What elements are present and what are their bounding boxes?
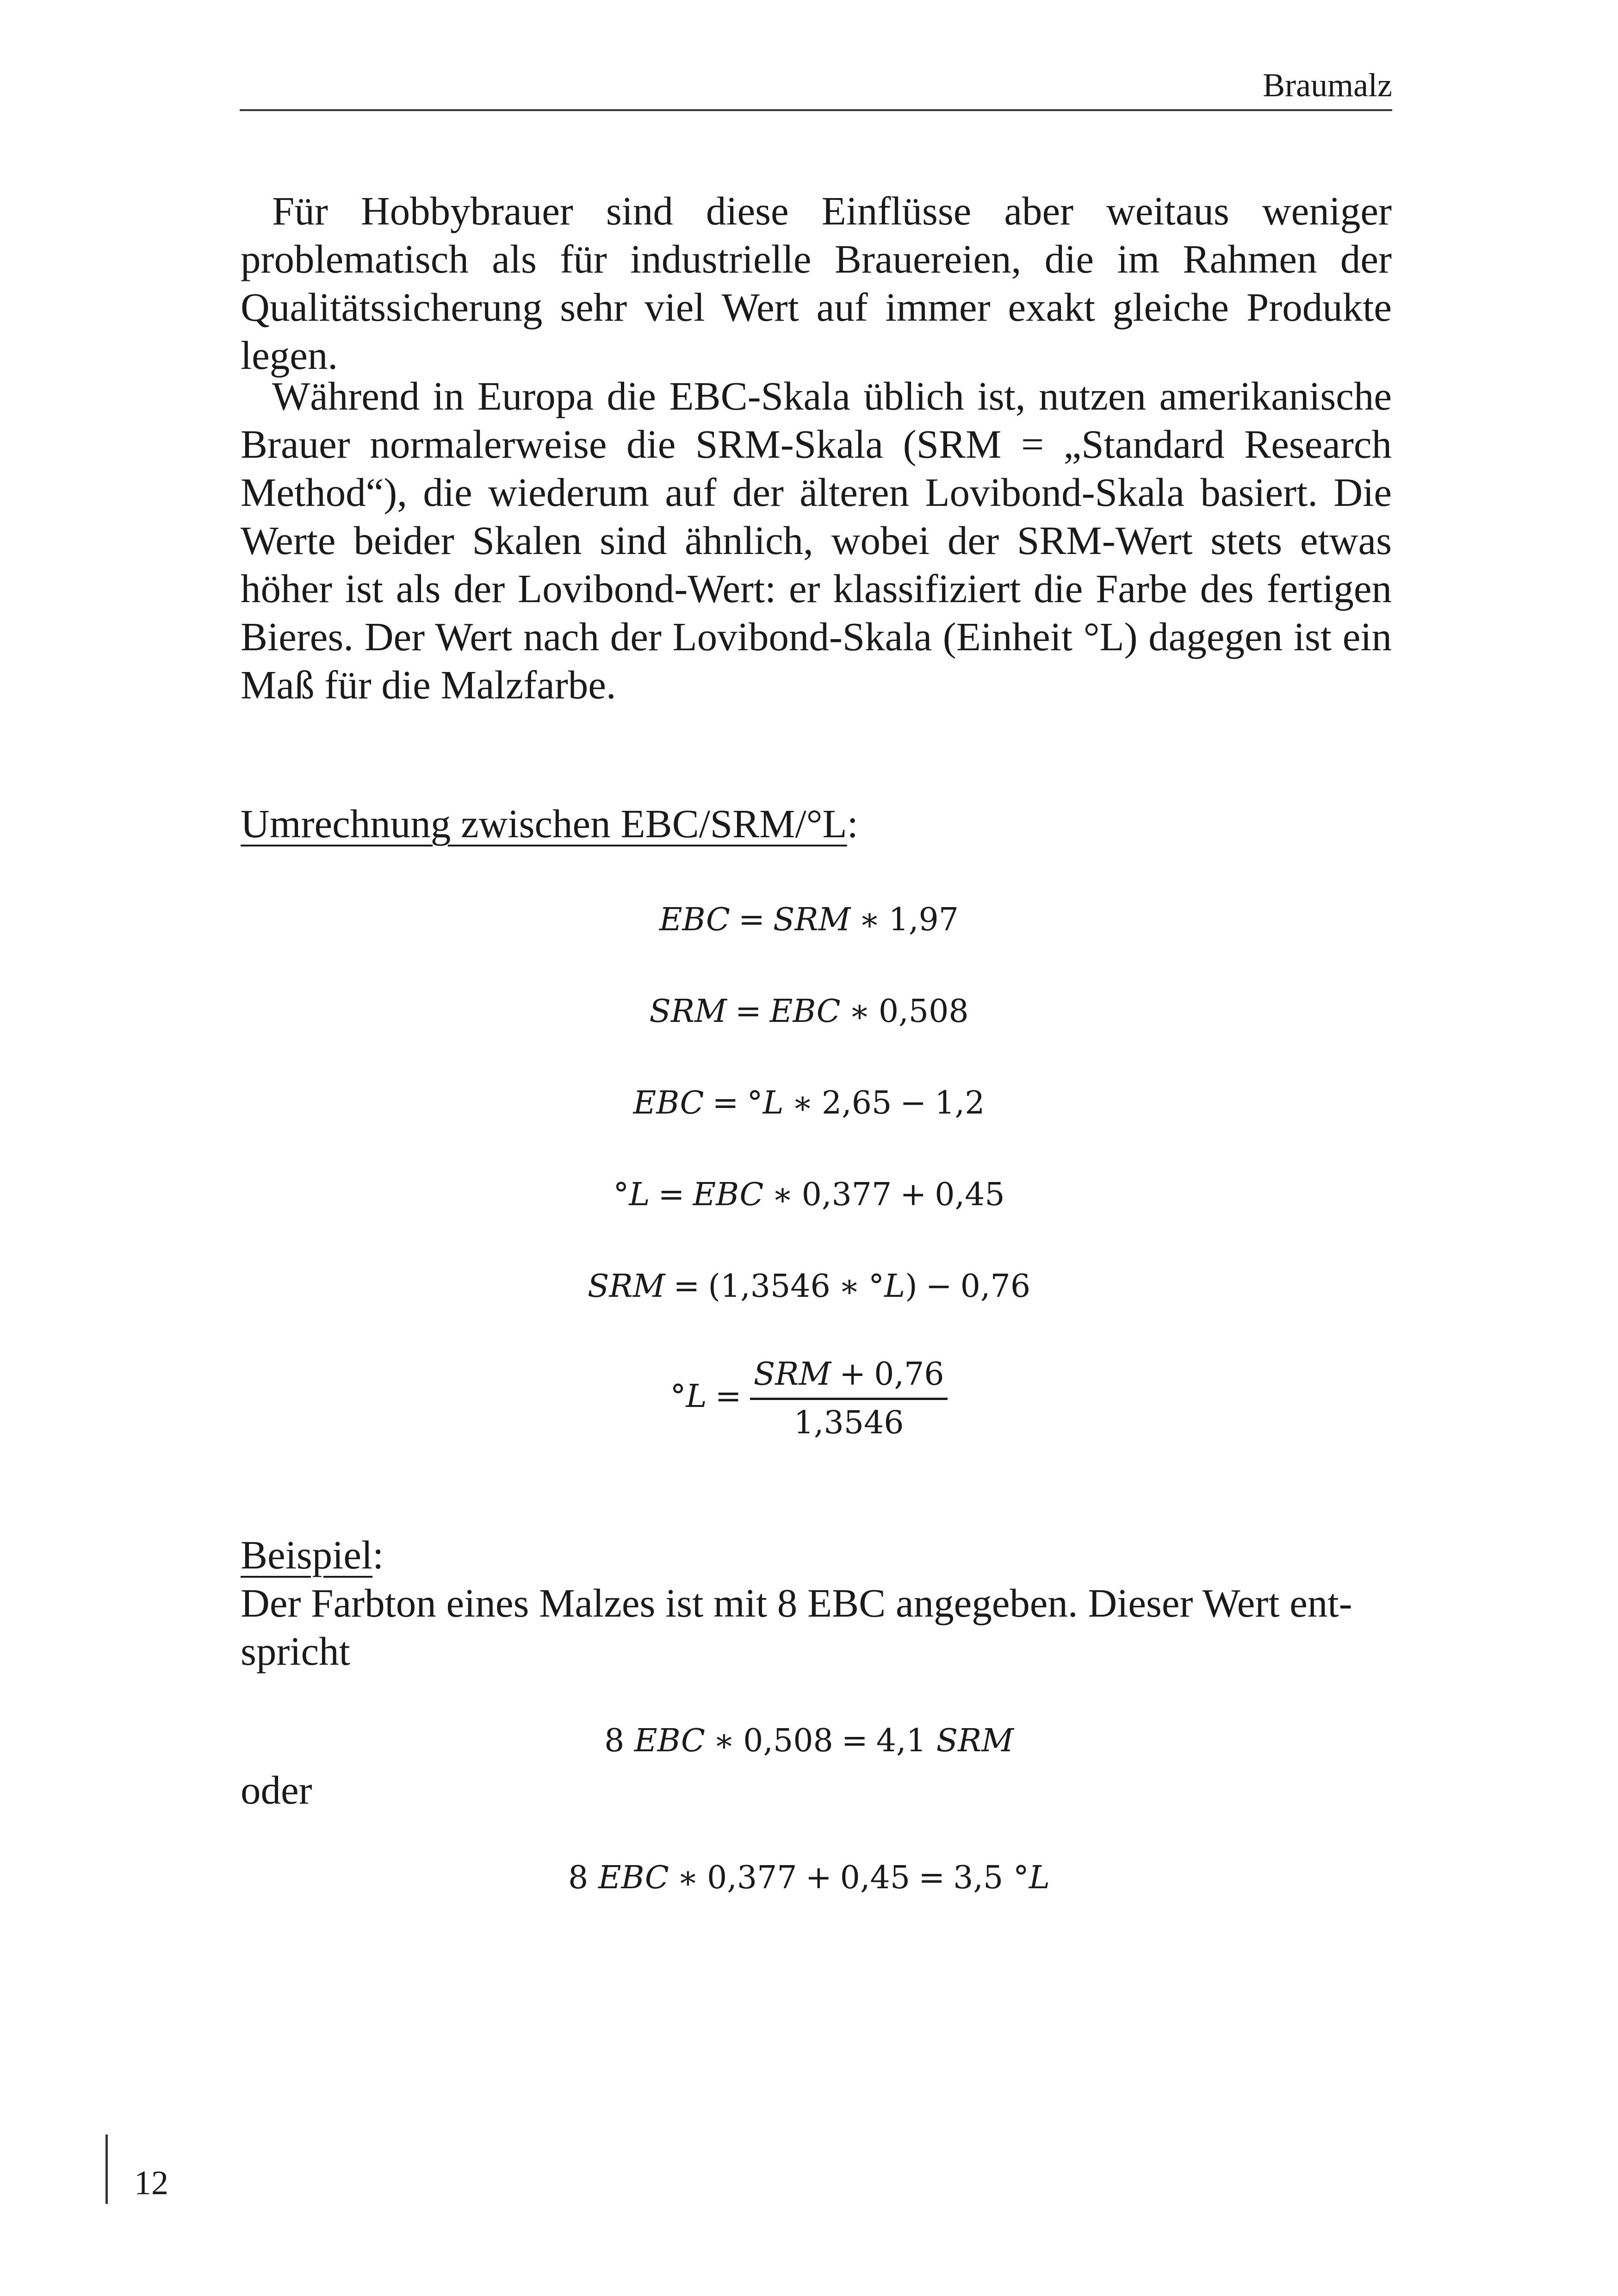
fraction-numerator — [750, 1356, 948, 1400]
example-heading-colon: : — [372, 1532, 384, 1577]
formula-operator: + — [900, 1176, 927, 1213]
formula-term: SRM — [773, 902, 851, 938]
page-number: 12 — [134, 2164, 168, 2202]
example-heading: Beispiel — [241, 1532, 373, 1577]
running-header: Braumalz — [1263, 67, 1392, 104]
formula-term: °L — [747, 1085, 784, 1121]
formula-operator: + — [805, 1860, 832, 1896]
formula-term: EBC — [769, 993, 841, 1030]
example-connector: oder — [241, 1767, 312, 1812]
formula-srm-from-lovibond — [0, 1268, 1618, 1305]
formula-term: °L — [670, 1378, 707, 1415]
connector-block — [241, 1766, 1392, 1814]
footer-rule — [105, 2134, 108, 2204]
formula-operator: ∗ — [838, 1268, 860, 1305]
formula-operator: + — [839, 1356, 866, 1393]
formula-term: °L — [613, 1176, 650, 1213]
formula-operator: = — [673, 1268, 700, 1305]
formula-number: 0,377 — [801, 1176, 892, 1213]
conversion-heading-block — [241, 800, 1392, 848]
formula-number: 0,76 — [874, 1356, 944, 1393]
formula-operator: = — [841, 1723, 868, 1759]
formula-paren: ( — [708, 1268, 720, 1305]
formula-operator: = — [735, 993, 762, 1030]
example-line-2: spricht — [241, 1629, 350, 1674]
formula-operator: = — [918, 1860, 945, 1896]
formula-number: 0,76 — [960, 1268, 1031, 1305]
formula-operator: = — [658, 1176, 685, 1213]
formula-number: 0,508 — [878, 993, 969, 1030]
example-block — [241, 1531, 1392, 1675]
formula-number: 0,45 — [840, 1860, 911, 1896]
formula-number: 1,3546 — [720, 1268, 831, 1305]
formula-operator: − — [925, 1268, 952, 1305]
formula-operator: ∗ — [792, 1085, 813, 1121]
formula-term: SRM — [753, 1356, 831, 1393]
formula-term: EBC — [693, 1176, 764, 1213]
conversion-heading: Umrechnung zwischen EBC/SRM/°L — [241, 801, 847, 846]
formula-lovibond-from-ebc — [0, 1176, 1618, 1213]
formula-number: 3,5 — [953, 1860, 1004, 1896]
conversion-heading-colon: : — [847, 801, 858, 846]
formula-term: SRM — [936, 1723, 1014, 1759]
formula-operator: − — [900, 1085, 927, 1121]
formula-paren: ) — [905, 1268, 917, 1305]
formula-ebc-from-lovibond — [0, 1085, 1618, 1122]
formula-operator: = — [738, 902, 765, 938]
formula-term: °L — [868, 1268, 905, 1305]
formula-fraction — [750, 1356, 948, 1442]
header-rule — [240, 109, 1392, 111]
formula-operator: ∗ — [859, 902, 880, 938]
paragraph-2: Während in Europa die EBC-Skala üblich ist, nutzen amerikanische Brauer normalerweise die SRM-Skala (SRM = „Standard Research Method“), die wiederum auf der älteren Lovibond-Skala basiert. Die Werte beider Skalen sind ähnlich, wobei der SRM-Wert stets etwas höher ist als der Lovibond-Wert: er klassifiziert die Farbe des fertigen Bieres. Der Wert nach der Lovibond-Skala (Einheit °L) dagegen ist ein Maß für die Malzfarbe. — [241, 373, 1392, 707]
formula-number: 0,508 — [743, 1723, 833, 1759]
formula-number: 2,65 — [821, 1085, 892, 1121]
paragraph-1-block — [241, 187, 1392, 380]
example-line-1: Der Farbton eines Malzes ist mit 8 EBC angegeben. Dieser Wert ent- — [241, 1580, 1352, 1625]
paragraph-2-block — [241, 372, 1392, 709]
formula-term: SRM — [649, 993, 727, 1030]
formula-operator: ∗ — [677, 1860, 699, 1896]
formula-term: EBC — [633, 1085, 704, 1121]
formula-term: °L — [1013, 1860, 1050, 1896]
formula-number: 0,45 — [935, 1176, 1005, 1213]
formula-term: EBC — [634, 1723, 705, 1759]
paragraph-1: Für Hobbybrauer sind diese Einflüsse aber weitaus weniger problematisch als für industrielle Brauereien, die im Rahmen der Qualitätssicherung sehr viel Wert auf immer exakt gleiche Produkte legen. — [241, 188, 1392, 378]
example-formula-srm — [0, 1723, 1618, 1760]
formula-term: SRM — [587, 1268, 665, 1305]
formula-operator: ∗ — [713, 1723, 735, 1759]
example-formula-lovibond — [0, 1860, 1618, 1897]
fraction-denominator: 1,3546 — [794, 1405, 904, 1441]
formula-srm-from-ebc — [0, 993, 1618, 1030]
formula-number: 8 — [604, 1723, 625, 1759]
formula-number: 8 — [568, 1860, 589, 1896]
formula-operator: ∗ — [849, 993, 870, 1030]
formula-term: EBC — [659, 902, 730, 938]
formula-number: 1,2 — [935, 1085, 985, 1121]
formula-operator: = — [715, 1378, 742, 1415]
formula-number: 4,1 — [876, 1723, 926, 1759]
formula-ebc-from-srm — [0, 902, 1618, 939]
formula-number: 0,377 — [707, 1860, 797, 1896]
formula-operator: ∗ — [772, 1176, 794, 1213]
formula-operator: = — [712, 1085, 739, 1121]
formula-number: 1,97 — [888, 902, 959, 938]
formula-lovibond-from-srm — [0, 1356, 1618, 1442]
formula-term: EBC — [598, 1860, 669, 1896]
